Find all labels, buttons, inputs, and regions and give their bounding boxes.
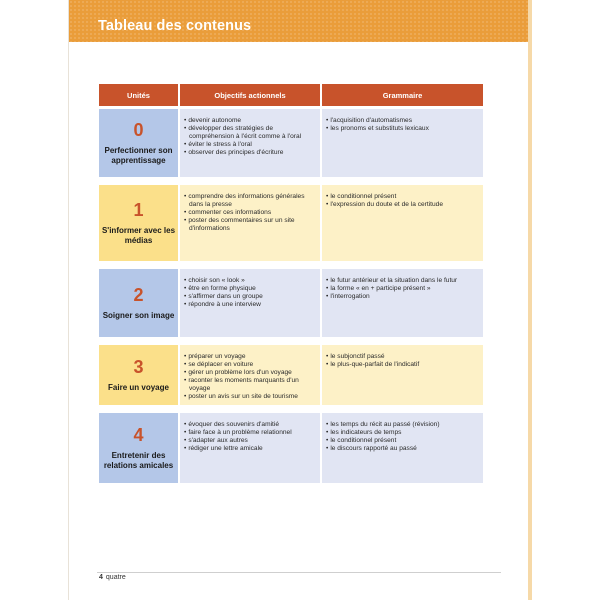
list-item: • l'expression du doute et de la certitude [326, 201, 479, 209]
list-item: • évoquer des souvenirs d'amitié [184, 421, 316, 429]
unit-row [99, 185, 483, 261]
list-item: • l'acquisition d'automatismes [326, 117, 479, 125]
list-item: • faire face à un problème relationnel [184, 429, 316, 437]
grammar-cell [322, 345, 483, 405]
objectives-cell [180, 109, 320, 177]
page-edge [528, 0, 532, 600]
page-number-word: quatre [105, 574, 126, 581]
column-header-grammar: Grammaire [322, 84, 483, 106]
page [69, 0, 531, 600]
unit-cell [99, 345, 178, 405]
list-item: • le conditionnel présent [326, 437, 479, 445]
list-item: • éviter le stress à l'oral [184, 141, 316, 149]
list-item: • les pronoms et substituts lexicaux [326, 125, 479, 133]
list-item: • devenir autonome [184, 117, 316, 125]
list-item: • s'adapter aux autres [184, 437, 316, 445]
unit-title: Perfectionner son apprentissage [104, 146, 173, 165]
list-item: • la forme « en + participe présent » [326, 285, 479, 293]
list-item: • rédiger une lettre amicale [184, 445, 316, 453]
grammar-cell [322, 185, 483, 261]
list-item: • comprendre des informations générales dans la presse [184, 193, 316, 209]
grammar-cell [322, 413, 483, 483]
contents-table [97, 84, 485, 483]
unit-row [99, 269, 483, 337]
unit-title: S'informer avec les médias [101, 226, 176, 245]
list-item: • les temps du récit au passé (révision) [326, 421, 479, 429]
list-item: • développer des stratégies de compréhension à l'écrit comme à l'oral [184, 125, 316, 141]
objectives-cell [180, 269, 320, 337]
list-item: • l'interrogation [326, 293, 479, 301]
list-item: • se déplacer en voiture [184, 361, 316, 369]
unit-row [99, 345, 483, 405]
unit-number: 3 [133, 357, 144, 377]
page-footer [99, 574, 126, 581]
unit-cell [99, 185, 178, 261]
list-item: • le plus-que-parfait de l'indicatif [326, 361, 479, 369]
objectives-cell [180, 345, 320, 405]
header-band [69, 0, 531, 42]
objectives-cell [180, 185, 320, 261]
unit-cell [99, 269, 178, 337]
grammar-cell [322, 269, 483, 337]
unit-number: 0 [133, 120, 144, 140]
list-item: • préparer un voyage [184, 353, 316, 361]
list-item: • observer des principes d'écriture [184, 149, 316, 157]
list-item: • le subjonctif passé [326, 353, 479, 361]
column-header-objectives: Objectifs actionnels [180, 84, 320, 106]
unit-row [99, 109, 483, 177]
list-item: • le futur antérieur et la situation dans le futur [326, 277, 479, 285]
grammar-cell [322, 109, 483, 177]
list-item: • le discours rapporté au passé [326, 445, 479, 453]
unit-number: 2 [133, 285, 144, 305]
table-header-row [99, 84, 483, 106]
column-header-units: Unités [99, 84, 178, 106]
list-item: • raconter les moments marquants d'un voyage [184, 377, 316, 393]
list-item: • répondre à une interview [184, 301, 316, 309]
page-title: Tableau des contenus [98, 18, 252, 34]
unit-title: Entretenir des relations amicales [103, 451, 174, 470]
list-item: • les indicateurs de temps [326, 429, 479, 437]
list-item: • gérer un problème lors d'un voyage [184, 369, 316, 377]
page-number: 4 [99, 574, 103, 581]
list-item: • s'affirmer dans un groupe [184, 293, 316, 301]
footer-divider [97, 572, 501, 573]
list-item: • poster un avis sur un site de tourisme [184, 393, 316, 401]
unit-row [99, 413, 483, 483]
list-item: • choisir son « look » [184, 277, 316, 285]
unit-title: Soigner son image [102, 311, 175, 320]
list-item: • poster des commentaires sur un site d'informations [184, 217, 316, 233]
list-item: • être en forme physique [184, 285, 316, 293]
unit-number: 4 [133, 425, 144, 445]
unit-title: Faire un voyage [108, 383, 169, 392]
unit-number: 1 [133, 200, 144, 220]
list-item: • commenter ces informations [184, 209, 316, 217]
objectives-cell [180, 413, 320, 483]
unit-cell [99, 109, 178, 177]
unit-cell [99, 413, 178, 483]
list-item: • le conditionnel présent [326, 193, 479, 201]
